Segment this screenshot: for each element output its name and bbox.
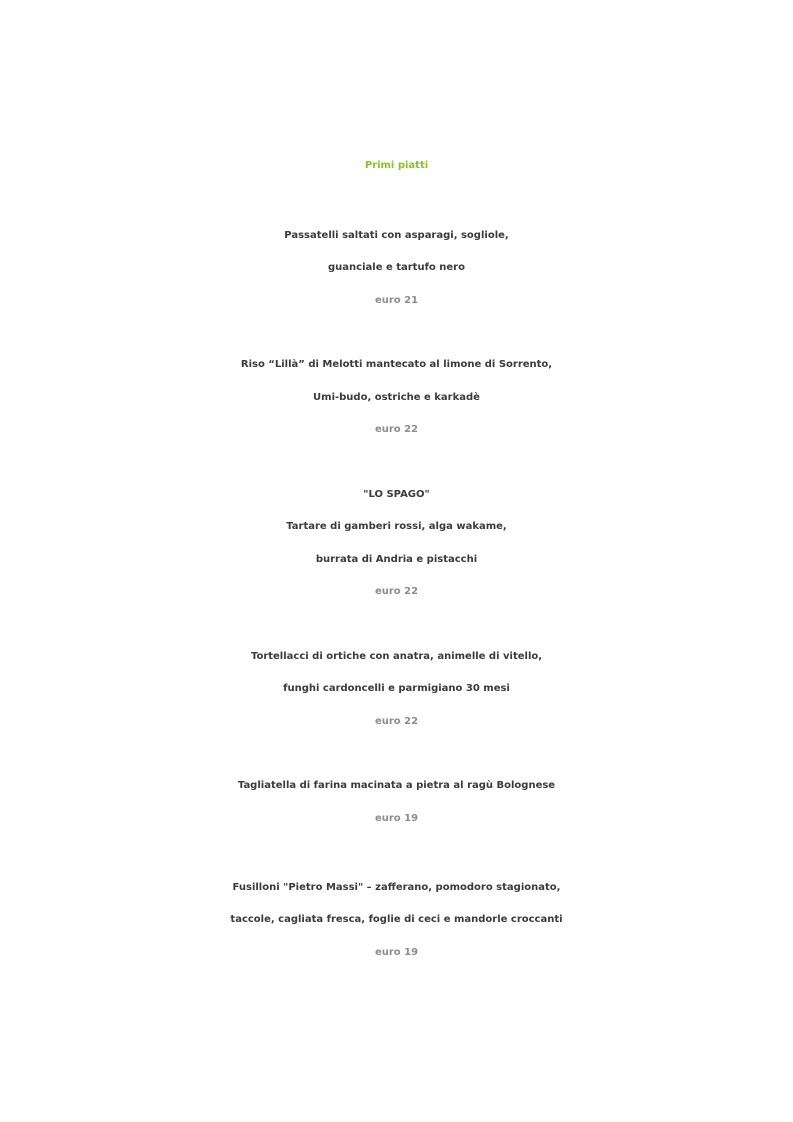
dish-5-line-1: Tagliatella di farina macinata a pietra al ragù Bolognese: [237, 780, 556, 791]
dish-2-price: euro 22: [374, 424, 419, 435]
dish-4-line-2: funghi cardoncelli e parmigiano 30 mesi: [283, 683, 510, 694]
dish-3-line-3: burrata di Andria e pistacchi: [315, 554, 478, 565]
section-title: Primi piatti: [364, 160, 429, 171]
dish-1-price: euro 21: [374, 295, 419, 306]
dish-1-line-2: guanciale e tartufo nero: [328, 262, 465, 273]
dish-3-line-1: "LO SPAGO": [363, 489, 430, 500]
dish-2-line-1: Riso “Lillà” di Melotti mantecato al limone di Sorrento,: [240, 359, 553, 370]
dish-6-price: euro 19: [374, 947, 419, 958]
dish-4-line-1: Tortellacci di ortiche con anatra, animelle di vitello,: [250, 651, 543, 662]
dish-6-line-1: Fusilloni "Pietro Massi" – zafferano, pomodoro stagionato,: [232, 882, 561, 893]
dish-2-line-2: Umi-budo, ostriche e karkadè: [313, 392, 480, 403]
dish-3-price: euro 22: [374, 586, 419, 597]
dish-6-line-2: taccole, cagliata fresca, foglie di ceci e mandorle croccanti: [230, 914, 563, 925]
dish-3-line-2: Tartare di gamberi rossi, alga wakame,: [286, 521, 507, 532]
dish-4-price: euro 22: [374, 716, 419, 727]
dish-5-price: euro 19: [374, 813, 419, 824]
dish-1-line-1: Passatelli saltati con asparagi, sogliole,: [284, 230, 509, 241]
